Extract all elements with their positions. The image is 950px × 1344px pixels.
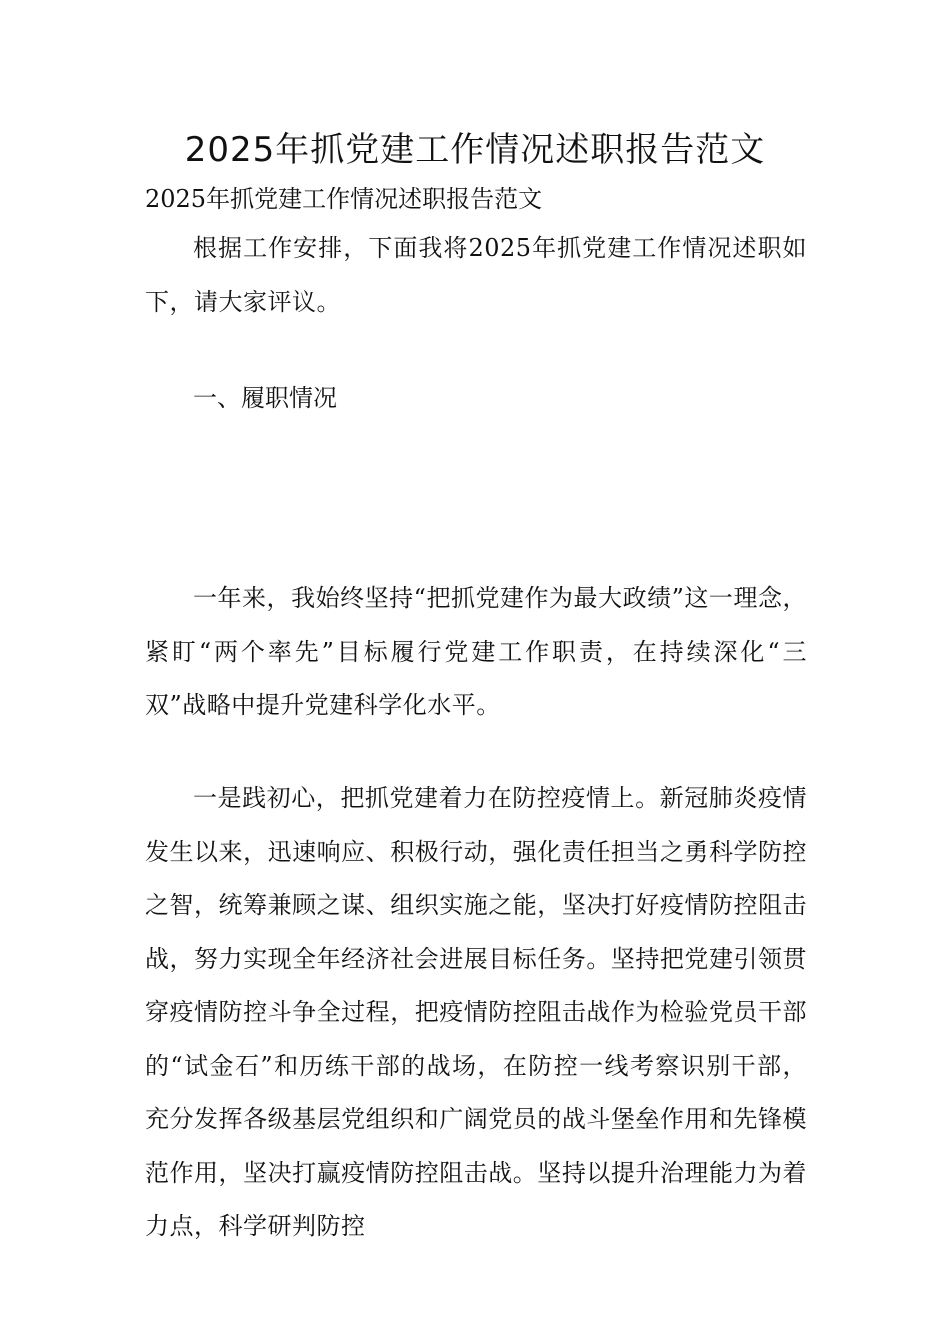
document-title: 2025年抓党建工作情况述职报告范文 <box>184 130 766 170</box>
body-paragraph-1: 一年来，我始终坚持“把抓党建作为最大政绩”这一理念，紧盯“两个率先”目标履行党建工作职责，在持续深化“三双”战略中提升党建科学化水平。 <box>145 584 807 719</box>
intro-paragraph: 根据工作安排，下面我将2025年抓党建工作情况述职如下，请大家评议。 <box>145 234 807 316</box>
section-heading: 一、履职情况 <box>193 384 337 412</box>
document-subtitle: 2025年抓党建工作情况述职报告范文 <box>145 185 543 213</box>
body-paragraph-2: 一是践初心，把抓党建着力在防控疫情上。新冠肺炎疫情发生以来，迅速响应、积极行动，强化责任担当之勇科学防控之智，统筹兼顾之谋、组织实施之能，坚决打好疫情防控阻击战，努力实现全年经济社会进展目标任务。坚持把党建引领贯穿疫情防控斗争全过程，把疫情防控阻击战作为检验党员干部的“试金石”和历练干部的战场，在防控一线考察识别干部，充分发挥各级基层党组织和广阔党员的战斗堡垒作用和先锋模范作用，坚决打赢疫情防控阻击战。坚持以提升治理能力为着力点，科学研判防控 <box>145 784 807 1240</box>
